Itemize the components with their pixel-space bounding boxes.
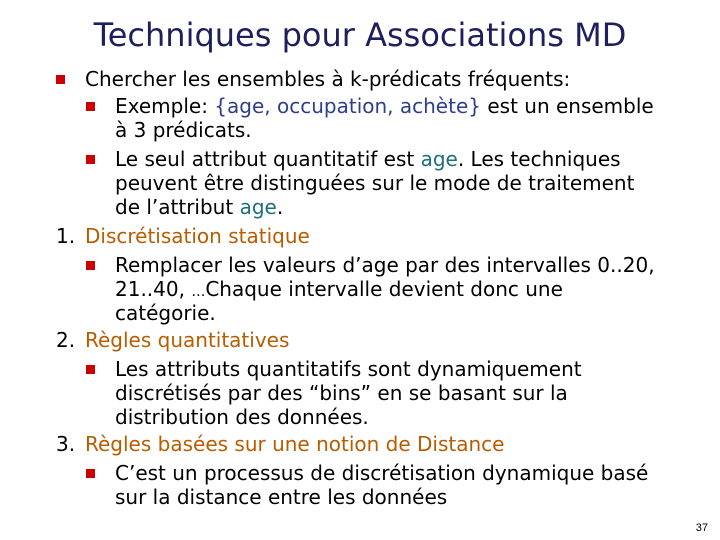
attribute-age-2: age xyxy=(239,195,277,219)
slide-content xyxy=(0,62,720,522)
example-line xyxy=(115,93,654,119)
section-heading-1: Discrétisation statique xyxy=(85,224,310,248)
section-heading-2: Règles quantitatives xyxy=(85,328,290,352)
example-label: Exemple: xyxy=(115,94,215,118)
section-1-line-1: Remplacer les valeurs d’age par des intervalles 0..20, xyxy=(115,253,655,277)
attribute-dot: . xyxy=(276,195,284,219)
section-1-line-3: catégorie. xyxy=(115,301,216,325)
section-2-line-2: discrétisés par des “bins” en se basant sur la xyxy=(115,381,568,405)
bullet-icon xyxy=(86,365,95,374)
bullet-icon xyxy=(86,102,95,111)
section-3-line-2: sur la distance entre les données xyxy=(115,485,448,509)
ellipsis: … xyxy=(191,284,206,300)
section-heading-3: Règles basées sur une notion de Distance xyxy=(85,432,505,456)
slide-title: Techniques pour Associations MD xyxy=(93,16,627,54)
attribute-line xyxy=(115,146,621,172)
attribute-line-2: peuvent être distinguées sur le mode de traitement xyxy=(115,171,635,195)
bullet-icon xyxy=(86,261,95,270)
bullet-text: Chercher les ensembles à k-prédicats fréquents: xyxy=(85,67,571,91)
list-number: 2. xyxy=(56,328,76,352)
section-1-text: Chaque intervalle devient donc une xyxy=(205,277,563,301)
list-number: 3. xyxy=(56,432,76,456)
attribute-line-3 xyxy=(115,194,283,220)
attribute-text-end: . Les techniques xyxy=(457,147,621,171)
example-line-2: à 3 prédicats. xyxy=(115,118,252,142)
bullet-icon xyxy=(86,155,95,164)
attribute-text: Le seul attribut quantitatif est xyxy=(115,147,421,171)
example-text: est un ensemble xyxy=(480,94,654,118)
section-2-line-1: Les attributs quantitatifs sont dynamiquement xyxy=(115,357,582,381)
section-3-line-1: C’est un processus de discrétisation dynamique basé xyxy=(115,461,649,485)
example-set: {age, occupation, achète} xyxy=(214,94,481,118)
section-1-range: 21..40, xyxy=(115,277,192,301)
attribute-text-3: de l’attribut xyxy=(115,195,240,219)
list-number: 1. xyxy=(56,224,76,248)
page-number: 37 xyxy=(695,522,708,534)
bullet-icon xyxy=(86,469,95,478)
bullet-icon xyxy=(56,75,65,84)
section-2-line-3: distribution des données. xyxy=(115,405,369,429)
attribute-age: age xyxy=(420,147,458,171)
